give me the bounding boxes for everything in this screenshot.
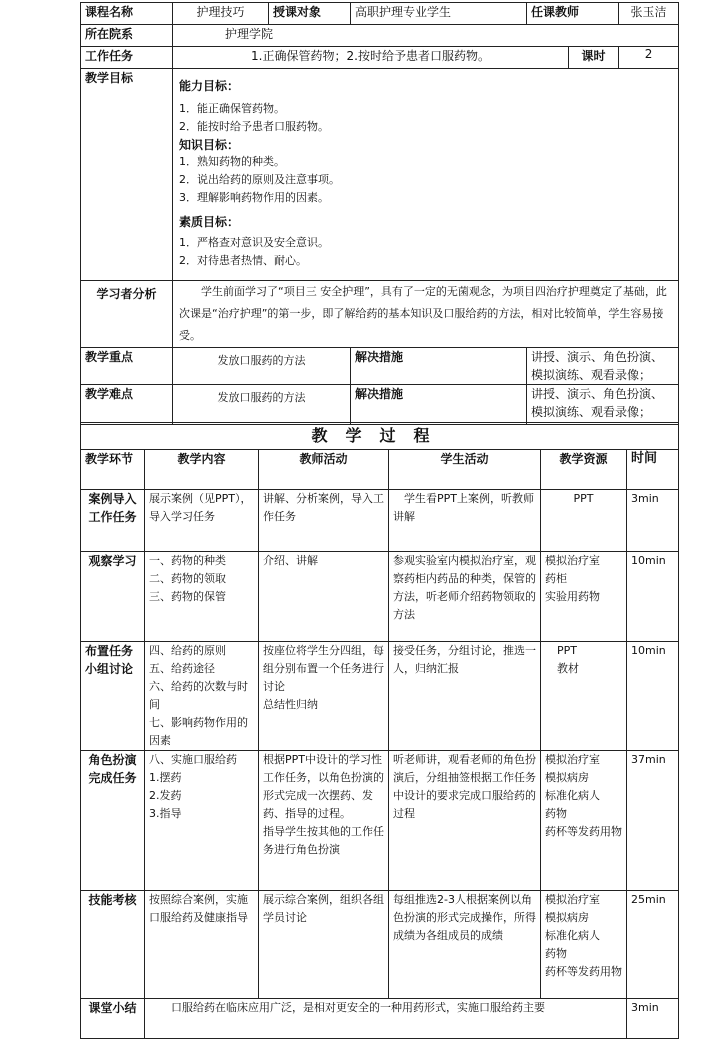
goals-label: 教学目标 bbox=[81, 69, 173, 281]
row-content-line: 展示案例（见PPT），导入学习任务 bbox=[149, 492, 252, 523]
table-row bbox=[81, 999, 679, 1039]
row-content-line: 二、药物的领取 bbox=[149, 572, 226, 585]
key-point-label: 教学重点 bbox=[81, 348, 173, 385]
row-teacher-line: 介绍、讲解 bbox=[263, 554, 318, 567]
row-resource-line: 药物 bbox=[545, 807, 567, 820]
learner-analysis-text: 学生前面学习了“项目三 安全护理”，具有了一定的无菌观念，为项目四治疗护理奠定了基础，此次课是“治疗护理”的第一步，即了解给药的基本知识及口服给药的方法，相对比较简单，学生容易接受。 bbox=[179, 285, 667, 342]
table-row bbox=[81, 552, 679, 642]
row-student bbox=[389, 552, 541, 642]
table-row bbox=[81, 891, 679, 999]
key-point-measure-label: 解决措施 bbox=[351, 348, 527, 385]
knowledge-goal-3: 3．理解影响药物作用的因素。 bbox=[179, 191, 329, 204]
row-content-line: 七、影响药物作用的因素 bbox=[149, 716, 248, 747]
row-teacher-line: 展示综合案例，组织各组学员讨论 bbox=[263, 893, 384, 924]
row-content-line: 八、实施口服给药 bbox=[149, 753, 237, 766]
header-teacher: 教师活动 bbox=[259, 450, 389, 490]
row-resource-line: 教材 bbox=[557, 662, 579, 675]
teacher-value: 张玉洁 bbox=[619, 3, 679, 25]
row-resource-line: PPT bbox=[557, 644, 577, 657]
row-content-line: 1.摆药 bbox=[149, 771, 182, 784]
row-resource-line: 模拟治疗室 bbox=[545, 554, 600, 567]
task-value: 1.正确保管药物；2.按时给予患者口服药物。 bbox=[173, 47, 569, 69]
row-teacher-line: 按座位将学生分四组，每组分别布置一个任务进行讨论 bbox=[263, 644, 384, 693]
row-resource bbox=[541, 751, 627, 891]
process-title: 教学过程 bbox=[81, 423, 679, 450]
header-resource: 教学资源 bbox=[541, 450, 627, 490]
table-row bbox=[81, 490, 679, 552]
course-name-value: 护理技巧 bbox=[173, 3, 269, 25]
summary-step: 课堂小结 bbox=[81, 999, 145, 1039]
goals-content bbox=[173, 69, 679, 281]
row-teacher bbox=[259, 751, 389, 891]
dept-label: 所在院系 bbox=[81, 25, 173, 47]
row-student-line: 学生看PPT上案例，听教师讲解 bbox=[393, 492, 534, 523]
row-student-line: 每组推选2-3人根据案例以角色扮演的形式完成操作，所得成绩为各组成员的成绩 bbox=[393, 893, 536, 942]
row-teacher bbox=[259, 552, 389, 642]
row-resource-line: 模拟治疗室 bbox=[545, 753, 600, 766]
row-student bbox=[389, 490, 541, 552]
row-step: 观察学习 bbox=[81, 552, 145, 642]
row-resource bbox=[541, 552, 627, 642]
row-content-line: 一、药物的种类 bbox=[149, 554, 226, 567]
table-row bbox=[81, 751, 679, 891]
row-resource bbox=[541, 891, 627, 999]
row-step: 技能考核 bbox=[81, 891, 145, 999]
row-content bbox=[145, 642, 259, 751]
row-resource-line: 药杯等发药用物 bbox=[545, 825, 622, 838]
row-content bbox=[145, 751, 259, 891]
ability-goal-title: 能力目标： bbox=[179, 79, 240, 93]
row-resource-line: 标准化病人 bbox=[545, 789, 600, 802]
row-content-line: 五、给药途径 bbox=[149, 662, 215, 675]
row-resource-line: 模拟病房 bbox=[545, 911, 589, 924]
difficulty-measure-label: 解决措施 bbox=[351, 385, 527, 425]
row-content-line: 四、给药的原则 bbox=[149, 644, 226, 657]
audience-label: 授课对象 bbox=[269, 3, 351, 25]
row-content-line: 六、给药的次数与时间 bbox=[149, 680, 248, 711]
row-step: 布置任务小组讨论 bbox=[81, 642, 145, 751]
row-student bbox=[389, 751, 541, 891]
learner-analysis-label: 学习者分析 bbox=[81, 281, 173, 348]
row-student bbox=[389, 891, 541, 999]
key-point-content: 发放口服药的方法 bbox=[173, 348, 351, 385]
row-content-line: 2.发药 bbox=[149, 789, 182, 802]
dept-value: 护理学院 bbox=[173, 25, 679, 47]
row-resource-line: 模拟病房 bbox=[545, 771, 589, 784]
row-content bbox=[145, 891, 259, 999]
row-time: 37min bbox=[627, 751, 679, 891]
row-teacher-line: 讲解、分析案例，导入工作任务 bbox=[263, 492, 384, 523]
header-content: 教学内容 bbox=[145, 450, 259, 490]
knowledge-goal-title: 知识目标： bbox=[179, 138, 240, 152]
row-resource-line: 标准化病人 bbox=[545, 929, 600, 942]
quality-goal-1: 1．严格查对意识及安全意识。 bbox=[179, 236, 329, 249]
knowledge-goal-2: 2．说出给药的原则及注意事项。 bbox=[179, 173, 340, 186]
row-student-line: 听老师讲，观看老师的角色扮演后，分组抽签根据工作任务中设计的要求完成口服给药的过程 bbox=[393, 753, 536, 820]
row-teacher bbox=[259, 490, 389, 552]
row-step: 案例导入工作任务 bbox=[81, 490, 145, 552]
row-content-line: 三、药物的保管 bbox=[149, 590, 226, 603]
learner-analysis-text-cell bbox=[173, 281, 679, 348]
row-time: 25min bbox=[627, 891, 679, 999]
row-teacher bbox=[259, 891, 389, 999]
quality-goal-title: 素质目标： bbox=[179, 215, 240, 229]
row-student bbox=[389, 642, 541, 751]
row-teacher-line: 指导学生按其他的工作任务进行角色扮演 bbox=[263, 825, 384, 856]
ability-goal-1: 1．能正确保管药物。 bbox=[179, 102, 285, 115]
row-content-line: 3.指导 bbox=[149, 807, 182, 820]
row-student-line: 接受任务，分组讨论，推选一人，归纳汇报 bbox=[393, 644, 536, 675]
row-time: 10min bbox=[627, 642, 679, 751]
hours-label: 课时 bbox=[569, 47, 619, 69]
difficulty-content: 发放口服药的方法 bbox=[173, 385, 351, 425]
hours-value: 2 bbox=[619, 47, 679, 69]
course-name-label: 课程名称 bbox=[81, 3, 173, 25]
teacher-label: 任课教师 bbox=[527, 3, 619, 25]
summary-time: 3min bbox=[627, 999, 679, 1039]
knowledge-goal-1: 1．熟知药物的种类。 bbox=[179, 155, 285, 168]
header-step: 教学环节 bbox=[81, 450, 145, 490]
row-resource-line: 药物 bbox=[545, 947, 567, 960]
row-resource-line: 药柜 bbox=[545, 572, 567, 585]
row-content bbox=[145, 490, 259, 552]
teaching-process-table bbox=[80, 422, 679, 1039]
lesson-info-table bbox=[80, 2, 679, 425]
row-student-line: 参观实验室内模拟治疗室，观察药柜内药品的种类，保管的方法，听老师介绍药物领取的方法 bbox=[393, 554, 536, 621]
ability-goal-2: 2．能按时给予患者口服药物。 bbox=[179, 120, 329, 133]
row-resource bbox=[541, 490, 627, 552]
audience-value: 高职护理专业学生 bbox=[351, 3, 527, 25]
row-teacher-line: 总结性归纳 bbox=[263, 698, 318, 711]
row-content bbox=[145, 552, 259, 642]
row-time: 10min bbox=[627, 552, 679, 642]
row-resource-line: 实验用药物 bbox=[545, 590, 600, 603]
row-time: 3min bbox=[627, 490, 679, 552]
row-resource-line: 模拟治疗室 bbox=[545, 893, 600, 906]
row-resource bbox=[541, 642, 627, 751]
row-resource-line: PPT bbox=[573, 492, 594, 505]
task-label: 工作任务 bbox=[81, 47, 173, 69]
row-step: 角色扮演完成任务 bbox=[81, 751, 145, 891]
row-teacher-line: 根据PPT中设计的学习性工作任务，以角色扮演的形式完成一次摆药、发药、指导的过程。 bbox=[263, 753, 384, 820]
difficulty-label: 教学难点 bbox=[81, 385, 173, 425]
header-student: 学生活动 bbox=[389, 450, 541, 490]
quality-goal-2: 2．对待患者热情、耐心。 bbox=[179, 254, 307, 267]
difficulty-measure: 讲授、演示、角色扮演、模拟演练、观看录像； bbox=[527, 385, 679, 425]
row-resource-line: 药杯等发药用物 bbox=[545, 965, 622, 978]
key-point-measure: 讲授、演示、角色扮演、模拟演练、观看录像； bbox=[527, 348, 679, 385]
summary-text: 口服给药在临床应用广泛，是相对更安全的一种用药形式，实施口服给药主要 bbox=[145, 999, 627, 1039]
header-time: 时间 bbox=[627, 450, 679, 490]
row-teacher bbox=[259, 642, 389, 751]
table-row bbox=[81, 642, 679, 751]
row-content-line: 按照综合案例，实施口服给药及健康指导 bbox=[149, 893, 248, 924]
